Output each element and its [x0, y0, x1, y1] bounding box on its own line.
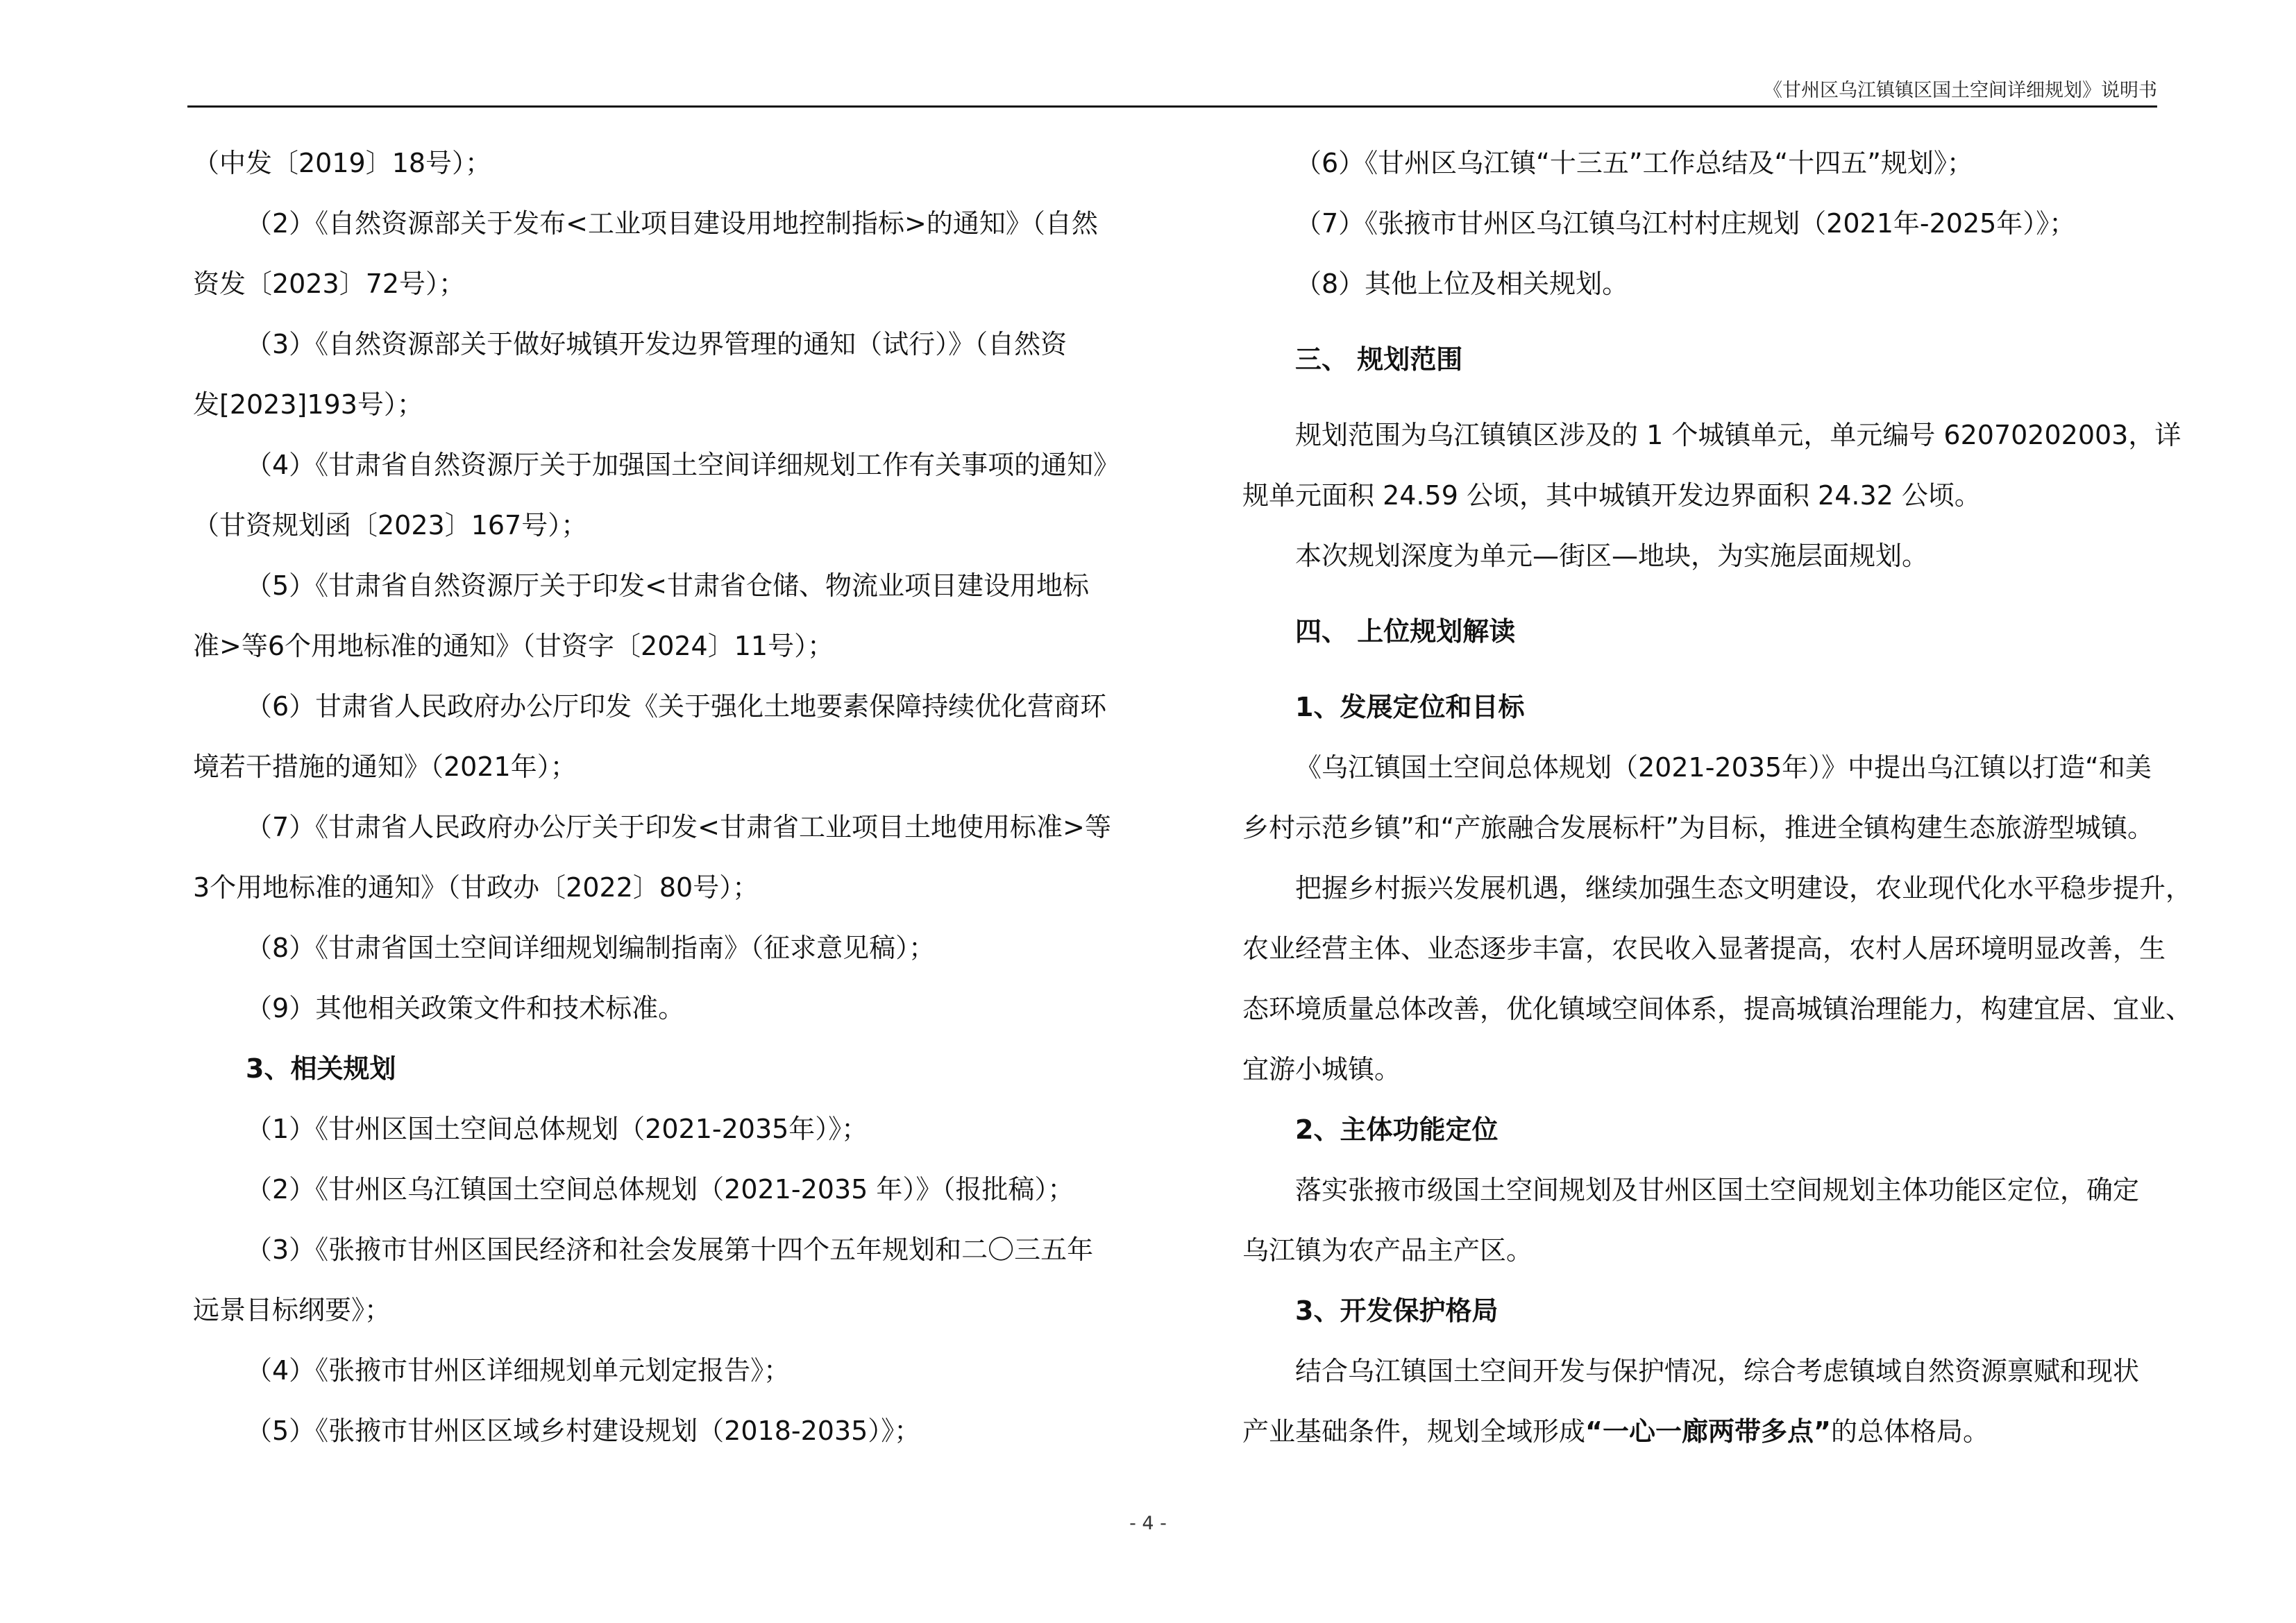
text-line: 发[2023]193号）；	[193, 389, 423, 420]
text-line: 准>等6个用地标准的通知》（甘资字〔2024〕11号）；	[193, 631, 834, 661]
header-title: 《甘州区乌江镇镇区国土空间详细规划》说明书	[1764, 80, 2157, 101]
text-line: （4）《甘肃省自然资源厅关于加强国土空间详细规划工作有关事项的通知》	[246, 450, 1120, 480]
text-line: （中发〔2019〕18号）；	[193, 148, 492, 178]
page-number: - 4 -	[1129, 1513, 1167, 1534]
header-rule	[187, 105, 2157, 108]
section-heading: 2、主体功能定位	[1295, 1114, 1499, 1145]
text-line: （9）其他相关政策文件和技术标准。	[246, 993, 685, 1023]
text-line: （甘资规划函〔2023〕167号）；	[193, 510, 588, 541]
text-line: （8）其他上位及相关规划。	[1295, 269, 1629, 299]
section-heading: 3、相关规划	[246, 1053, 396, 1084]
section-heading: 3、开发保护格局	[1295, 1295, 1499, 1326]
text-line: （6）《甘州区乌江镇“十三五”工作总结及“十四五”规划》；	[1295, 148, 1973, 178]
text-line: 远景目标纲要》；	[193, 1295, 391, 1325]
text-line: 落实张掖市级国土空间规划及甘州区国土空间规划主体功能区定位，确定	[1295, 1175, 2140, 1205]
chapter-heading: 三、 规划范围	[1295, 344, 1463, 375]
text-line: 规单元面积 24.59 公顷，其中城镇开发边界面积 24.32 公顷。	[1242, 480, 1981, 511]
text-line: 境若干措施的通知》（2021年）；	[193, 751, 577, 782]
text-line: 乌江镇为农产品主产区。	[1242, 1235, 1533, 1266]
text-line: （3）《张掖市甘州区国民经济和社会发展第十四个五年规划和二〇三五年	[246, 1234, 1094, 1265]
right-column	[1242, 133, 2193, 1462]
text-line: （1）《甘州区国土空间总体规划（2021-2035年）》；	[246, 1114, 868, 1144]
text-line: （5）《甘肃省自然资源厅关于印发<甘肃省仓储、物流业项目建设用地标	[246, 570, 1090, 601]
text-line: 乡村示范乡镇”和“产旅融合发展标杆”为目标，推进全镇构建生态旅游型城镇。	[1242, 813, 2154, 843]
text-line: 结合乌江镇国土空间开发与保护情况，综合考虑镇域自然资源禀赋和现状	[1295, 1356, 2140, 1386]
text-line: 农业经营主体、业态逐步丰富，农民收入显著提高，农村人居环境明显改善，生	[1242, 933, 2166, 964]
text-line	[1242, 1402, 2193, 1462]
text-line: 把握乡村振兴发展机遇，继续加强生态文明建设，农业现代化水平稳步提升，	[1295, 873, 2193, 903]
text-line: 《乌江镇国土空间总体规划（2021-2035年）》中提出乌江镇以打造“和美	[1295, 752, 2152, 783]
text-line: （7）《张掖市甘州区乌江镇乌江村村庄规划（2021年-2025年）》；	[1295, 208, 2076, 239]
text-line: （5）《张掖市甘州区区域乡村建设规划（2018-2035）》；	[246, 1416, 921, 1446]
text-line: 本次规划深度为单元—街区—地块，为实施层面规划。	[1295, 541, 1929, 571]
text-line: 宜游小城镇。	[1242, 1054, 1401, 1085]
emphasis-text: “一心一廊两带多点”	[1585, 1416, 1831, 1447]
text-line: （4）《张掖市甘州区详细规划单元划定报告》；	[246, 1355, 791, 1386]
chapter-heading: 四、 上位规划解读	[1295, 616, 1516, 647]
text-line: 资发〔2023〕72号）；	[193, 269, 466, 299]
text-line: （2）《自然资源部关于发布<工业项目建设用地控制指标>的通知》（自然	[246, 208, 1098, 239]
text-span: 的总体格局。	[1830, 1416, 1989, 1447]
left-column	[193, 133, 1144, 1461]
section-heading: 1、发展定位和目标	[1295, 692, 1525, 722]
text-line: （2）《甘州区乌江镇国土空间总体规划（2021-2035 年）》（报批稿）；	[246, 1174, 1074, 1205]
text-line: 3个用地标准的通知》（甘政办〔2022〕80号）；	[193, 872, 759, 903]
text-line: （8）《甘肃省国土空间详细规划编制指南》（征求意见稿）；	[246, 933, 936, 963]
text-line: （7）《甘肃省人民政府办公厅关于印发<甘肃省工业项目土地使用标准>等	[246, 812, 1111, 842]
text-span: 产业基础条件，规划全域形成	[1242, 1416, 1586, 1447]
text-line: （3）《自然资源部关于做好城镇开发边界管理的通知（试行）》（自然资	[246, 329, 1067, 359]
text-line: 规划范围为乌江镇镇区涉及的 1 个城镇单元，单元编号 62070202003，详	[1295, 420, 2181, 450]
text-line: （6）甘肃省人民政府办公厅印发《关于强化土地要素保障持续优化营商环	[246, 691, 1107, 722]
text-line: 态环境质量总体改善，优化镇域空间体系，提高城镇治理能力，构建宜居、宜业、	[1242, 994, 2193, 1024]
